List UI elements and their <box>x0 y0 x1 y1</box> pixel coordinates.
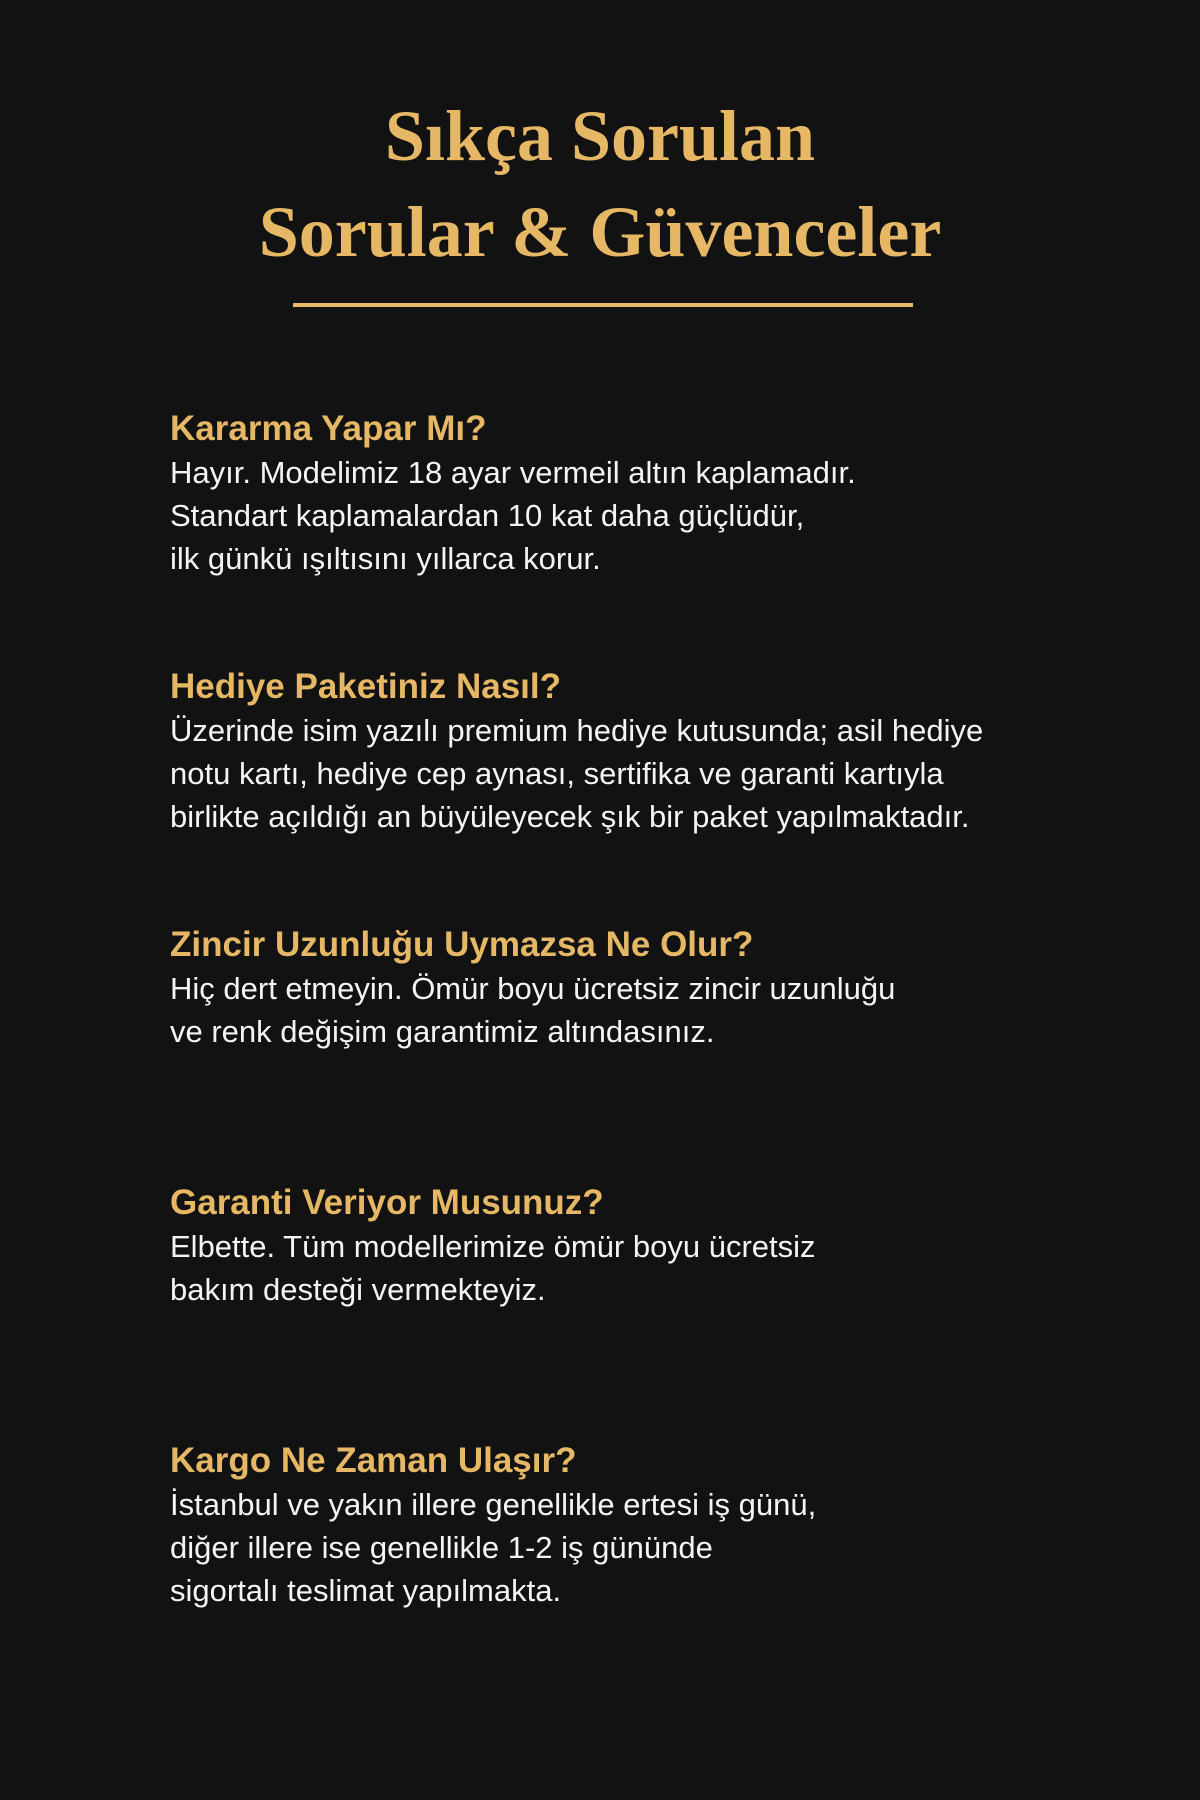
faq-answer-line: İstanbul ve yakın illere genellikle ertesi iş günü, <box>170 1487 817 1522</box>
faq-answer <box>170 967 1070 1053</box>
faq-item-gift-package <box>170 665 1070 838</box>
faq-answer-line: diğer illere ise genellikle 1-2 iş gününde <box>170 1530 713 1565</box>
faq-answer <box>170 1225 1070 1311</box>
faq-question: Garanti Veriyor Musunuz? <box>170 1183 604 1222</box>
faq-question: Hediye Paketiniz Nasıl? <box>170 667 561 706</box>
faq-item-shipping <box>170 1439 1070 1612</box>
faq-answer-line: Elbette. Tüm modellerimize ömür boyu ücretsiz <box>170 1229 816 1264</box>
faq-question: Kargo Ne Zaman Ulaşır? <box>170 1441 577 1480</box>
faq-answer <box>170 451 1070 580</box>
page-title-line-2: Sorular & Güvenceler <box>258 192 942 272</box>
faq-answer-line: birlikte açıldığı an büyüleyecek şık bir paket yapılmaktadır. <box>170 799 970 834</box>
faq-answer-line: Üzerinde isim yazılı premium hediye kutusunda; asil hediye <box>170 713 984 748</box>
faq-answer-line: Hayır. Modelimiz 18 ayar vermeil altın kaplamadır. <box>170 455 856 490</box>
faq-answer <box>170 709 1070 838</box>
faq-item-darkening <box>170 407 1070 580</box>
faq-item-chain-length <box>170 923 1070 1053</box>
faq-answer-line: Standart kaplamalardan 10 kat daha güçlüdür, <box>170 498 805 533</box>
faq-answer-line: ilk günkü ışıltısını yıllarca korur. <box>170 541 601 576</box>
page-title-line-1: Sıkça Sorulan <box>384 96 816 176</box>
faq-answer-line: Hiç dert etmeyin. Ömür boyu ücretsiz zincir uzunluğu <box>170 971 896 1006</box>
faq-question: Kararma Yapar Mı? <box>170 409 487 448</box>
faq-item-warranty <box>170 1181 1070 1311</box>
faq-question: Zincir Uzunluğu Uymazsa Ne Olur? <box>170 925 754 964</box>
faq-answer <box>170 1483 1070 1612</box>
title-divider <box>293 303 913 307</box>
faq-answer-line: bakım desteği vermekteyiz. <box>170 1272 546 1307</box>
faq-answer-line: ve renk değişim garantimiz altındasınız. <box>170 1014 715 1049</box>
faq-answer-line: notu kartı, hediye cep aynası, sertifika ve garanti kartıyla <box>170 756 944 791</box>
page-title <box>0 88 1200 280</box>
faq-answer-line: sigortalı teslimat yapılmakta. <box>170 1573 562 1608</box>
